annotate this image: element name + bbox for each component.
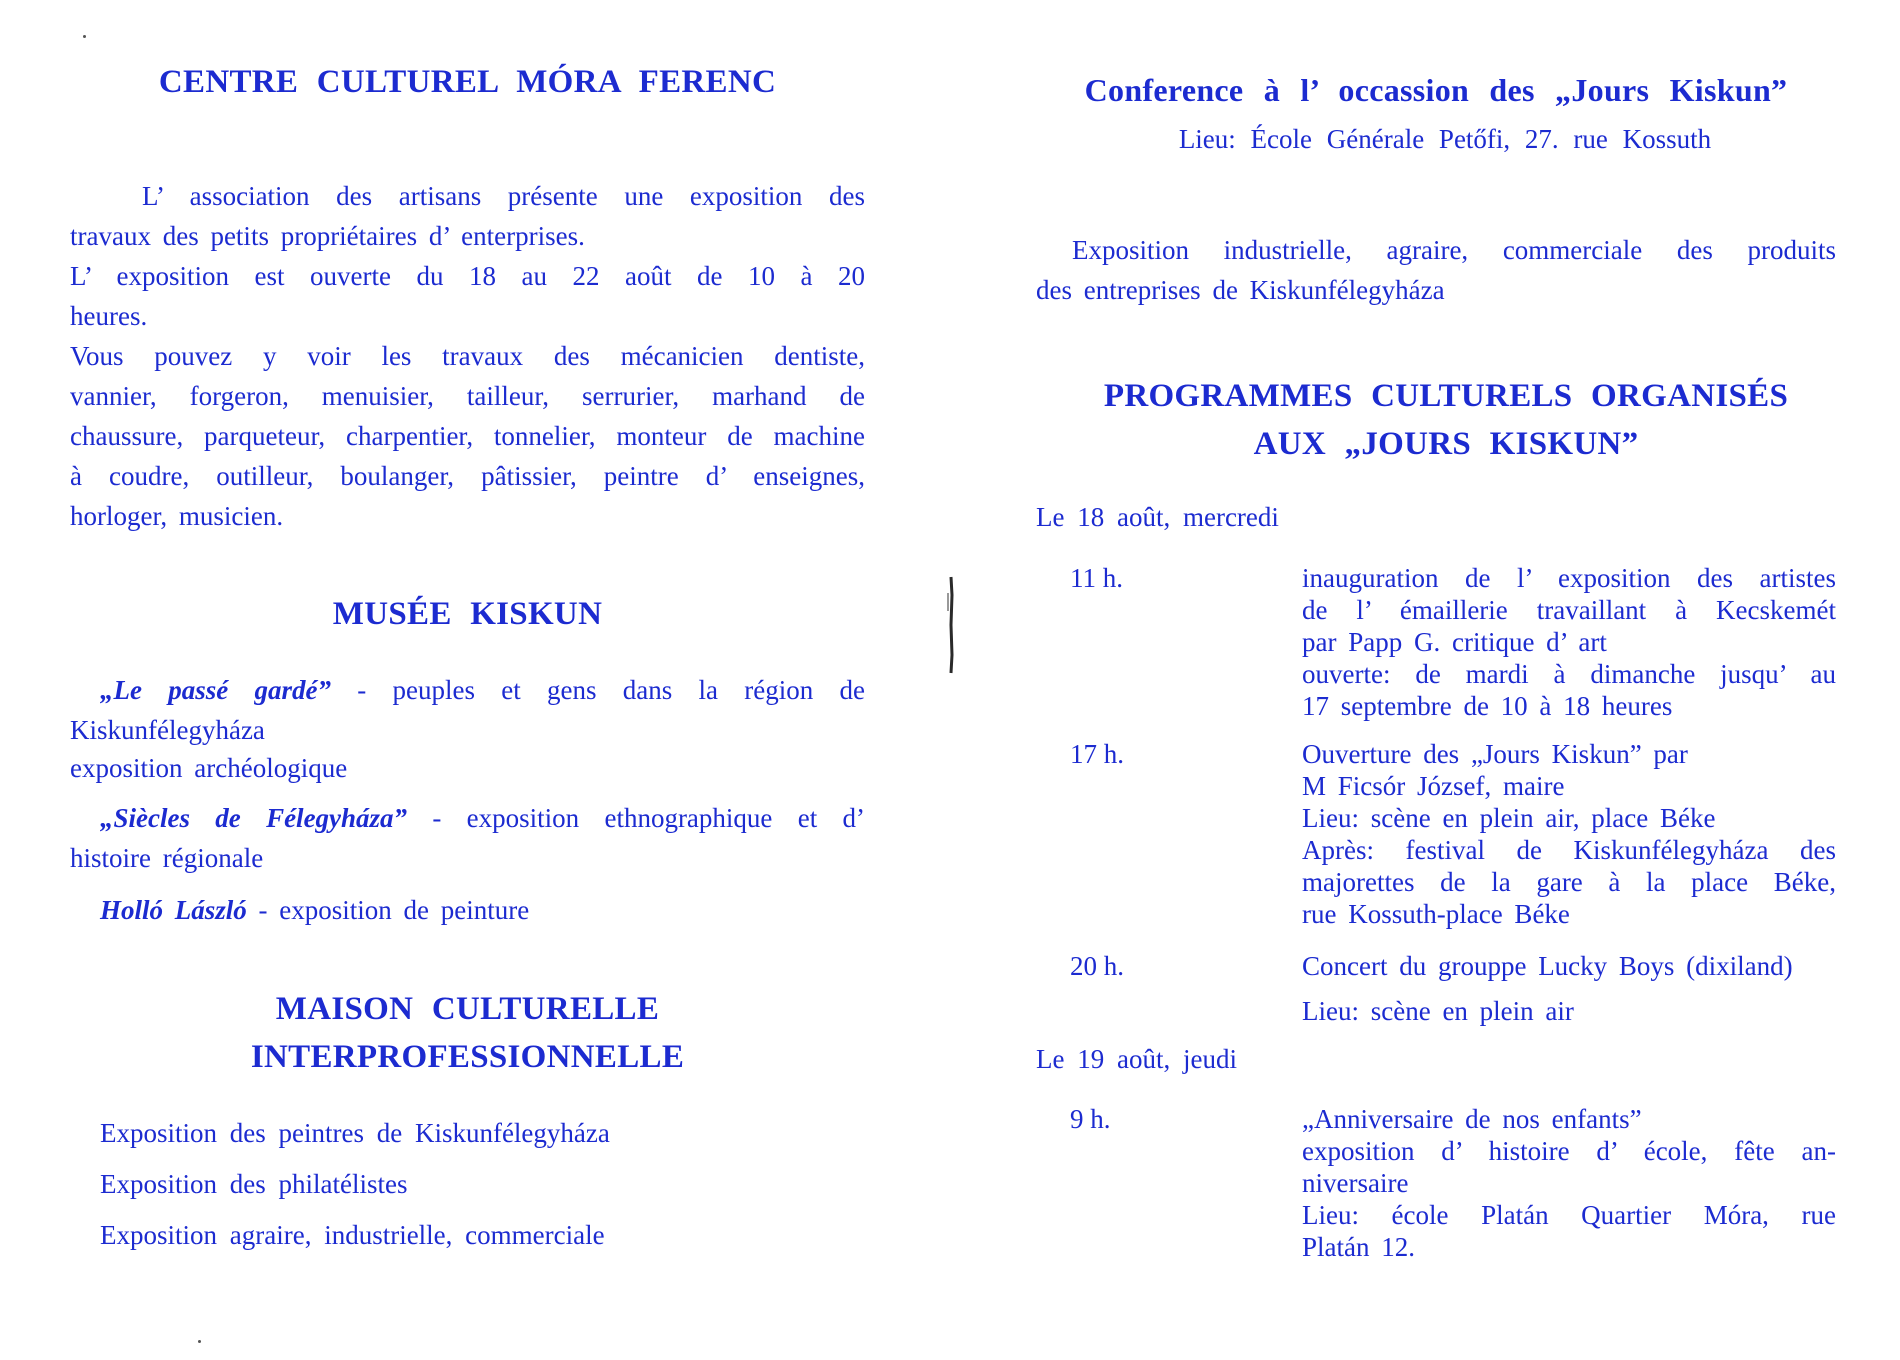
musee-kiskun-title: MUSÉE KISKUN bbox=[332, 596, 603, 632]
conference-lieu: Lieu: École Générale Petőfi, 27. rue Kossuth bbox=[1178, 124, 1712, 154]
text-line: 17 septembre de 10 à 18 heures bbox=[1302, 691, 1673, 721]
text-line: M Ficsór József, maire bbox=[1302, 771, 1565, 801]
text-line: „Anniversaire de nos enfants” bbox=[1302, 1104, 1642, 1134]
text-line: rue Kossuth-place Béke bbox=[1302, 899, 1570, 929]
text-line: Lieu: scène en plein air, place Béke bbox=[1302, 803, 1716, 833]
list-item: Exposition des peintres de Kiskunfélegyháza bbox=[100, 1118, 610, 1148]
title-line: AUX „JOURS KISKUN” bbox=[1253, 426, 1639, 462]
fold-mark bbox=[944, 575, 956, 675]
text-line: heures. bbox=[70, 301, 148, 331]
exposition-produits bbox=[1036, 230, 1836, 310]
text-line: histoire régionale bbox=[70, 843, 264, 873]
text-line: de l’ émaillerie travaillant à Kecskemét bbox=[1302, 595, 1836, 625]
text-line: travaux des petits propriétaires d’ enterprises. bbox=[70, 221, 585, 251]
text-line: Kiskunfélegyháza bbox=[70, 715, 265, 745]
text-line: Lieu: école Platán Quartier Móra, rue bbox=[1302, 1200, 1836, 1230]
schedule-desc bbox=[1302, 950, 1836, 1027]
conference-title: Conference à l’ occassion des „Jours Kiskun” bbox=[1084, 72, 1788, 108]
title-line: PROGRAMMES CULTURELS ORGANISÉS bbox=[1103, 378, 1789, 414]
list-item: Exposition agraire, industrielle, commerciale bbox=[100, 1220, 605, 1250]
text-line: Ouverture des „Jours Kiskun” par bbox=[1302, 739, 1688, 769]
text-line: Platán 12. bbox=[1302, 1232, 1415, 1262]
text-line: L’ association des artisans présente une exposition des bbox=[142, 181, 865, 211]
musee-item-1 bbox=[70, 670, 865, 710]
text-line: exposition d’ histoire d’ école, fête an- bbox=[1302, 1136, 1836, 1166]
text-line: ouverte: de mardi à dimanche jusqu’ au bbox=[1302, 659, 1836, 689]
maison-items bbox=[70, 1113, 865, 1255]
programmes-title bbox=[1036, 372, 1836, 468]
schedule-desc bbox=[1302, 1103, 1836, 1263]
text-line: L’ exposition est ouverte du 18 au 22 août de 10 à 20 bbox=[70, 261, 865, 291]
text-line: horloger, musicien. bbox=[70, 501, 284, 531]
text-line: majorettes de la gare à la place Béke, bbox=[1302, 867, 1836, 897]
text-line: exposition archéologique bbox=[70, 753, 348, 783]
schedule-time: 9 h. bbox=[1070, 1104, 1111, 1134]
day-heading-19: Le 19 août, jeudi bbox=[1036, 1044, 1237, 1074]
paper-speck bbox=[198, 1340, 201, 1343]
text-line: Vous pouvez y voir les travaux des mécanicien dentiste, bbox=[70, 341, 865, 371]
schedule-time: 17 h. bbox=[1070, 739, 1124, 769]
text-line: inauguration de l’ exposition des artistes bbox=[1302, 563, 1836, 593]
title-line: INTERPROFESSIONNELLE bbox=[250, 1039, 685, 1075]
exhibit-desc: - exposition ethnographique et d’ bbox=[407, 803, 865, 833]
schedule-desc bbox=[1302, 738, 1836, 930]
exhibit-desc: - peuples et gens dans la région de bbox=[331, 675, 865, 705]
centre-para-2 bbox=[70, 256, 865, 336]
day-heading-18: Le 18 août, mercredi bbox=[1036, 502, 1279, 532]
right-page bbox=[1036, 0, 1836, 1360]
text-line: à coudre, outilleur, boulanger, pâtissier, peintre d’ enseignes, bbox=[70, 461, 865, 491]
text-line: Concert du grouppe Lucky Boys (dixiland) bbox=[1302, 951, 1793, 981]
text-line: chaussure, parqueteur, charpentier, tonnelier, monteur de machine bbox=[70, 421, 865, 451]
exhibit-desc: - exposition de peinture bbox=[246, 895, 530, 925]
schedule-desc bbox=[1302, 562, 1836, 722]
centre-para-3 bbox=[70, 336, 865, 536]
centre-culturel-title: CENTRE CULTUREL MÓRA FERENC bbox=[158, 64, 777, 100]
text-line: par Papp G. critique d’ art bbox=[1302, 627, 1607, 657]
title-line: MAISON CULTURELLE bbox=[275, 991, 660, 1027]
centre-para-1 bbox=[70, 176, 865, 256]
schedule-time: 20 h. bbox=[1070, 951, 1124, 981]
schedule-lieu: Lieu: scène en plein air bbox=[1302, 996, 1574, 1026]
text-line: Exposition industrielle, agraire, commerciale des produits bbox=[1072, 235, 1836, 265]
text-line: des entreprises de Kiskunfélegyháza bbox=[1036, 275, 1445, 305]
paper-speck bbox=[83, 35, 86, 38]
exhibit-title: „Le passé gardé” bbox=[100, 675, 331, 705]
exhibit-title: Holló László bbox=[100, 895, 247, 925]
text-line: Après: festival de Kiskunfélegyháza des bbox=[1302, 835, 1836, 865]
list-item: Exposition des philatélistes bbox=[100, 1169, 408, 1199]
musee-item-3 bbox=[70, 890, 865, 930]
text-line: vannier, forgeron, menuisier, tailleur, serrurier, marhand de bbox=[70, 381, 865, 411]
text-line: niversaire bbox=[1302, 1168, 1409, 1198]
musee-items bbox=[70, 670, 865, 930]
left-page bbox=[70, 0, 865, 1360]
exhibit-title: „Siècles de Félegyháza” bbox=[100, 803, 408, 833]
musee-item-2 bbox=[70, 798, 865, 838]
centre-culturel-text bbox=[70, 176, 865, 536]
schedule-time: 11 h. bbox=[1070, 563, 1123, 593]
maison-culturelle-title bbox=[70, 985, 865, 1081]
